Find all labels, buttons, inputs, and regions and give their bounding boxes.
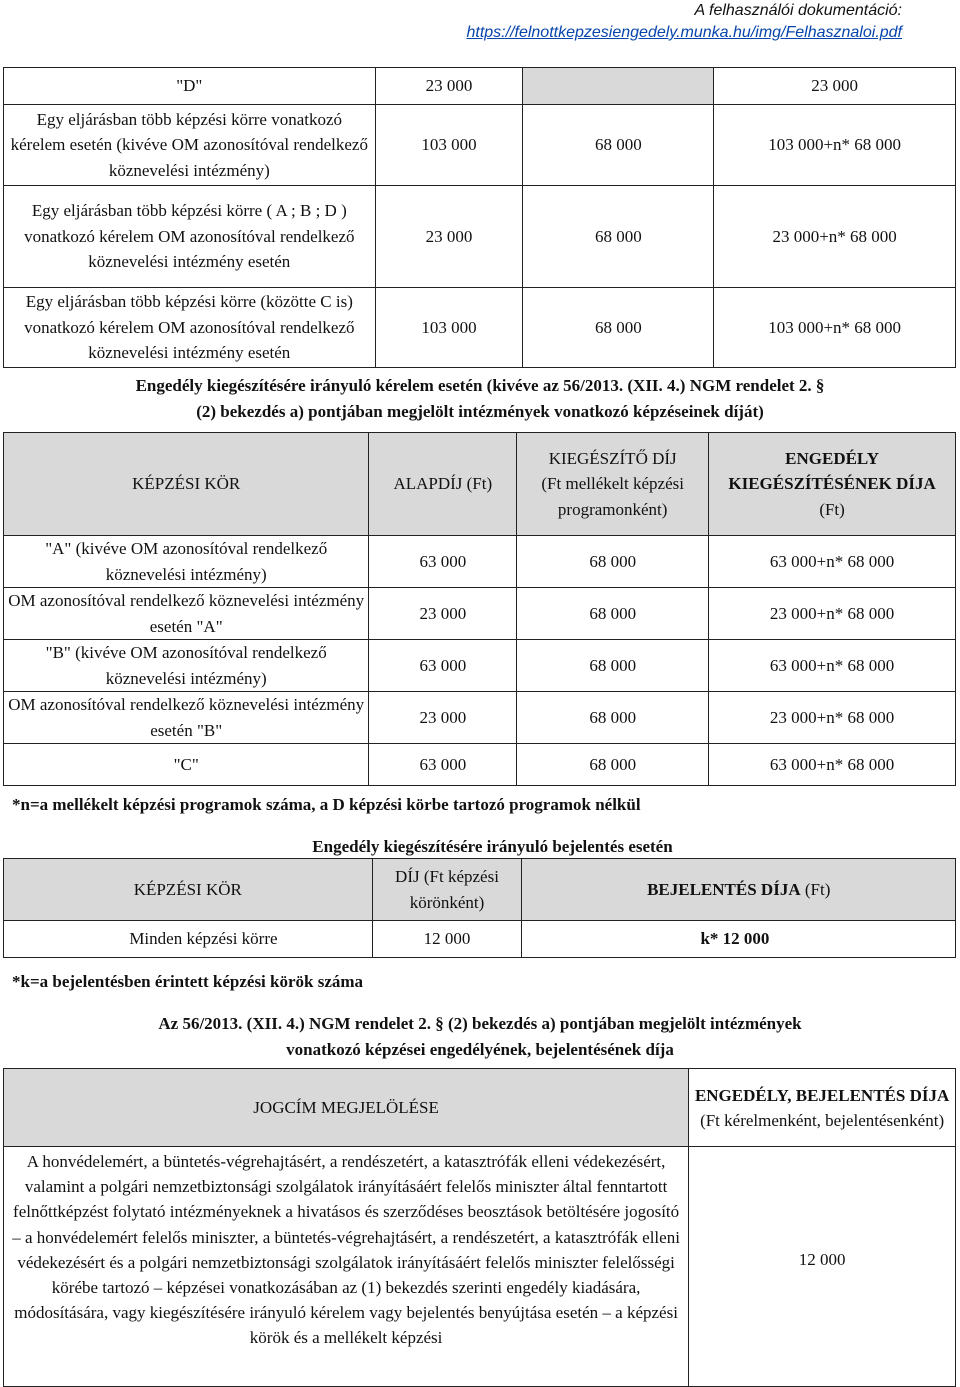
doc-header bbox=[466, 0, 902, 44]
header-dij bbox=[689, 1069, 956, 1147]
cell-total: 63 000+n* 68 000 bbox=[709, 536, 956, 588]
cell-total: k* 12 000 bbox=[522, 921, 956, 958]
header-dij-label: ENGEDÉLY, BEJELENTÉS DÍJA bbox=[694, 1085, 950, 1105]
fee-table-1 bbox=[3, 67, 956, 368]
table-row bbox=[4, 640, 956, 692]
fee-table-3 bbox=[3, 858, 956, 958]
cell-alapdij: 63 000 bbox=[369, 536, 517, 588]
cell-alapdij: 23 000 bbox=[375, 186, 523, 288]
table-row bbox=[4, 536, 956, 588]
header-kepzesi-kor: KÉPZÉSI KÖR bbox=[4, 433, 369, 536]
table-row bbox=[4, 921, 956, 958]
header-jogcim: JOGCÍM MEGJELÖLÉSE bbox=[4, 1069, 689, 1147]
cell-alapdij: 23 000 bbox=[375, 68, 523, 105]
section4-title bbox=[40, 1011, 920, 1063]
table-row bbox=[4, 744, 956, 786]
cell-kiegdij bbox=[523, 68, 714, 105]
cell-alapdij: 63 000 bbox=[369, 640, 517, 692]
table-header-row bbox=[4, 1069, 956, 1147]
cell-total: 23 000 bbox=[714, 68, 956, 105]
cell-kiegdij: 68 000 bbox=[517, 536, 709, 588]
cell-jogcim-text: A honvédelemért, a büntetés-végrehajtásért, a rendészetért, a katasztrófák elleni védekezésért, valamint a polgári nemzetbiztonsági szolgálatok irányításáért felelős miniszter által fenntartott felnőttképzést folytató intézményeknek a hivatásos és szerződéses beosztások betöltésére jogosító – a honvédelemért felelős miniszter, a büntetés-végrehajtásért, a rendészetért, a katasztrófák elleni védekezésért és a polgári nemzetbiztonsági szolgálatok irányításáért felelős miniszter felelősségi körébe tartozó – képzései vonatkozásában az (1) bekezdés szerinti engedély kiadására, módosítására, vagy kiegészítésére irányuló kérelem vagy bejelentés benyújtása esetén – a képzési körök és a mellékelt képzési bbox=[4, 1147, 689, 1387]
cell-kiegdij: 68 000 bbox=[517, 588, 709, 640]
header-engedely-dij-label: ENGEDÉLY KIEGÉSZÍTÉSÉNEK DÍJA bbox=[728, 448, 936, 494]
cell-label: Egy eljárásban több képzési körre vonatkozó kérelem esetén (kivéve OM azonosítóval rendelkező köznevelési intézmény) bbox=[4, 105, 376, 186]
cell-total: 103 000+n* 68 000 bbox=[714, 288, 956, 368]
cell-total: 23 000+n* 68 000 bbox=[714, 186, 956, 288]
cell-label: OM azonosítóval rendelkező köznevelési intézmény esetén "A" bbox=[4, 588, 369, 640]
table-header-row bbox=[4, 433, 956, 536]
header-engedely-dij-unit: (Ft) bbox=[819, 499, 845, 519]
table-row bbox=[4, 288, 956, 368]
header-bejelentes-dij bbox=[522, 859, 956, 921]
table-row bbox=[4, 186, 956, 288]
header-bejelentes-dij-label: BEJELENTÉS DÍJA bbox=[647, 879, 801, 899]
fee-table-2 bbox=[3, 432, 956, 786]
cell-label: "A" (kivéve OM azonosítóval rendelkező köznevelési intézmény) bbox=[4, 536, 369, 588]
header-dij-rest: (Ft kérelmenként, bejelentésenként) bbox=[700, 1110, 945, 1130]
header-link[interactable]: https://felnottkepzesiengedely.munka.hu/img/Felhasznaloi.pdf bbox=[466, 24, 902, 41]
cell-label: Minden képzési körre bbox=[4, 921, 373, 958]
cell-alapdij: 23 000 bbox=[369, 588, 517, 640]
cell-kiegdij: 68 000 bbox=[523, 186, 714, 288]
header-kiegeszito-dij: KIEGÉSZÍTŐ DÍJ (Ft mellékelt képzési programonként) bbox=[517, 433, 709, 536]
table-row bbox=[4, 692, 956, 744]
cell-label: "D" bbox=[4, 68, 376, 105]
cell-dij-value: 12 000 bbox=[689, 1147, 956, 1387]
cell-alapdij: 23 000 bbox=[369, 692, 517, 744]
cell-label: OM azonosítóval rendelkező köznevelési intézmény esetén "B" bbox=[4, 692, 369, 744]
cell-label: Egy eljárásban több képzési körre (közötte C is) vonatkozó kérelem OM azonosítóval rendelkező köznevelési intézmény esetén bbox=[4, 288, 376, 368]
section2-title bbox=[0, 373, 960, 425]
cell-dij: 12 000 bbox=[372, 921, 522, 958]
table-row bbox=[4, 588, 956, 640]
cell-alapdij: 103 000 bbox=[375, 288, 523, 368]
header-kepzesi-kor: KÉPZÉSI KÖR bbox=[4, 859, 373, 921]
cell-kiegdij: 68 000 bbox=[517, 640, 709, 692]
section4-title-line2: vonatkozó képzései engedélyének, bejelentésének díja bbox=[286, 1040, 674, 1059]
cell-total: 23 000+n* 68 000 bbox=[709, 588, 956, 640]
section2-title-line1: Engedély kiegészítésére irányuló kérelem esetén (kivéve az 56/2013. (XII. 4.) NGM rendelet 2. § bbox=[135, 376, 825, 395]
header-text: A felhasználói dokumentáció: bbox=[694, 2, 902, 19]
table-row bbox=[4, 105, 956, 186]
cell-kiegdij: 68 000 bbox=[517, 744, 709, 786]
table-header-row bbox=[4, 859, 956, 921]
cell-kiegdij: 68 000 bbox=[523, 105, 714, 186]
table-row bbox=[4, 1147, 956, 1387]
cell-alapdij: 103 000 bbox=[375, 105, 523, 186]
cell-kiegdij: 68 000 bbox=[517, 692, 709, 744]
section4-title-line1: Az 56/2013. (XII. 4.) NGM rendelet 2. § (2) bekezdés a) pontjában megjelölt intézmények bbox=[158, 1014, 802, 1033]
cell-kiegdij: 68 000 bbox=[523, 288, 714, 368]
cell-alapdij: 63 000 bbox=[369, 744, 517, 786]
cell-label: "B" (kivéve OM azonosítóval rendelkező köznevelési intézmény) bbox=[4, 640, 369, 692]
fee-table-4 bbox=[3, 1068, 956, 1387]
cell-total: 63 000+n* 68 000 bbox=[709, 744, 956, 786]
section3-title: Engedély kiegészítésére irányuló bejelentés esetén bbox=[312, 837, 673, 856]
cell-total: 103 000+n* 68 000 bbox=[714, 105, 956, 186]
section2-title-line2: (2) bekezdés a) pontjában megjelölt intézmények vonatkozó képzéseinek díját) bbox=[196, 402, 764, 421]
header-bejelentes-dij-unit: (Ft) bbox=[804, 879, 831, 899]
header-dij: DÍJ (Ft képzési körönként) bbox=[372, 859, 522, 921]
table-row bbox=[4, 68, 956, 105]
cell-total: 63 000+n* 68 000 bbox=[709, 640, 956, 692]
header-engedely-dij bbox=[709, 433, 956, 536]
footnote-n: *n=a mellékelt képzési programok száma, a D képzési körbe tartozó programok nélkül bbox=[12, 795, 641, 814]
footnote-k: *k=a bejelentésben érintett képzési körök száma bbox=[12, 972, 364, 991]
cell-total: 23 000+n* 68 000 bbox=[709, 692, 956, 744]
cell-label: Egy eljárásban több képzési körre ( A ; B ; D ) vonatkozó kérelem OM azonosítóval rendelkező köznevelési intézmény esetén bbox=[4, 186, 376, 288]
cell-label: "C" bbox=[4, 744, 369, 786]
header-alapdij: ALAPDÍJ (Ft) bbox=[369, 433, 517, 536]
